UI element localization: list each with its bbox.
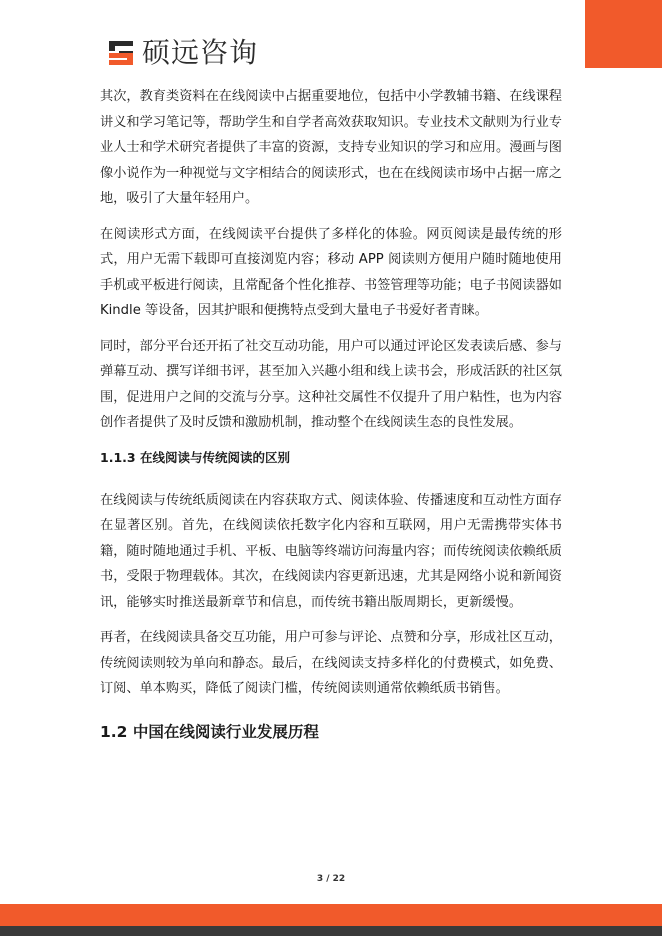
company-logo [105, 36, 258, 70]
logo-text: 硕远咨询 [142, 36, 259, 69]
paragraph: 在阅读形式方面，在线阅读平台提供了多样化的体验。网页阅读是最传统的形式，用户无需下载即可直接浏览内容；移动 APP 阅读则方便用户随时随地使用手机或平板进行阅读，且常配备个性化推荐、书签管理等功能；电子书阅读器如 Kindle 等设备，因其护眼和便携特点受到大量电子书爱好者青睐。 [100, 226, 562, 318]
paragraph: 其次，教育类资料在在线阅读中占据重要地位，包括中小学教辅书籍、在线课程讲义和学习笔记等，帮助学生和自学者高效获取知识。专业技术文献则为行业专业人士和学术研究者提供了丰富的资源，支持专业知识的学习和应用。漫画与图像小说作为一种视觉与文字相结合的阅读形式，也在在线阅读市场中占据一席之地，吸引了大量年轻用户。 [100, 89, 562, 206]
paragraph: 再者，在线阅读具备交互功能，用户可参与评论、点赞和分享，形成社区互动，传统阅读则较为单向和静态。最后，在线阅读支持多样化的付费模式，如免费、订阅、单本购买，降低了阅读门槛，传统阅读则通常依赖纸质书销售。 [100, 630, 562, 696]
stacked-s-logo-icon [105, 37, 137, 69]
page-number: 3 / 22 [316, 874, 346, 884]
section-heading-1-2: 1.2 中国在线阅读行业发展历程 [100, 722, 319, 741]
header-accent-block [585, 0, 662, 68]
document-body [100, 84, 562, 742]
paragraph: 在线阅读与传统纸质阅读在内容获取方式、阅读体验、传播速度和互动性方面存在显著区别。首先，在线阅读依托数字化内容和互联网，用户无需携带实体书籍，随时随地通过手机、平板、电脑等终端访问海量内容；而传统阅读依赖纸质书，受限于物理载体。其次，在线阅读内容更新迅速，尤其是网络小说和新闻资讯，能够实时推送最新章节和信息，而传统书籍出版周期长，更新缓慢。 [100, 492, 562, 610]
footer-strip [0, 926, 662, 936]
footer-bar [0, 904, 662, 926]
section-heading-1-1-3: 1.1.3 在线阅读与传统阅读的区别 [100, 449, 290, 465]
paragraph: 同时，部分平台还开拓了社交互动功能，用户可以通过评论区发表读后感、参与弹幕互动、撰写详细书评，甚至加入兴趣小组和线上读书会，形成活跃的社区氛围，促进用户之间的交流与分享。这种社交属性不仅提升了用户粘性，也为内容创作者提供了及时反馈和激励机制，推动整个在线阅读生态的良性发展。 [100, 338, 562, 430]
